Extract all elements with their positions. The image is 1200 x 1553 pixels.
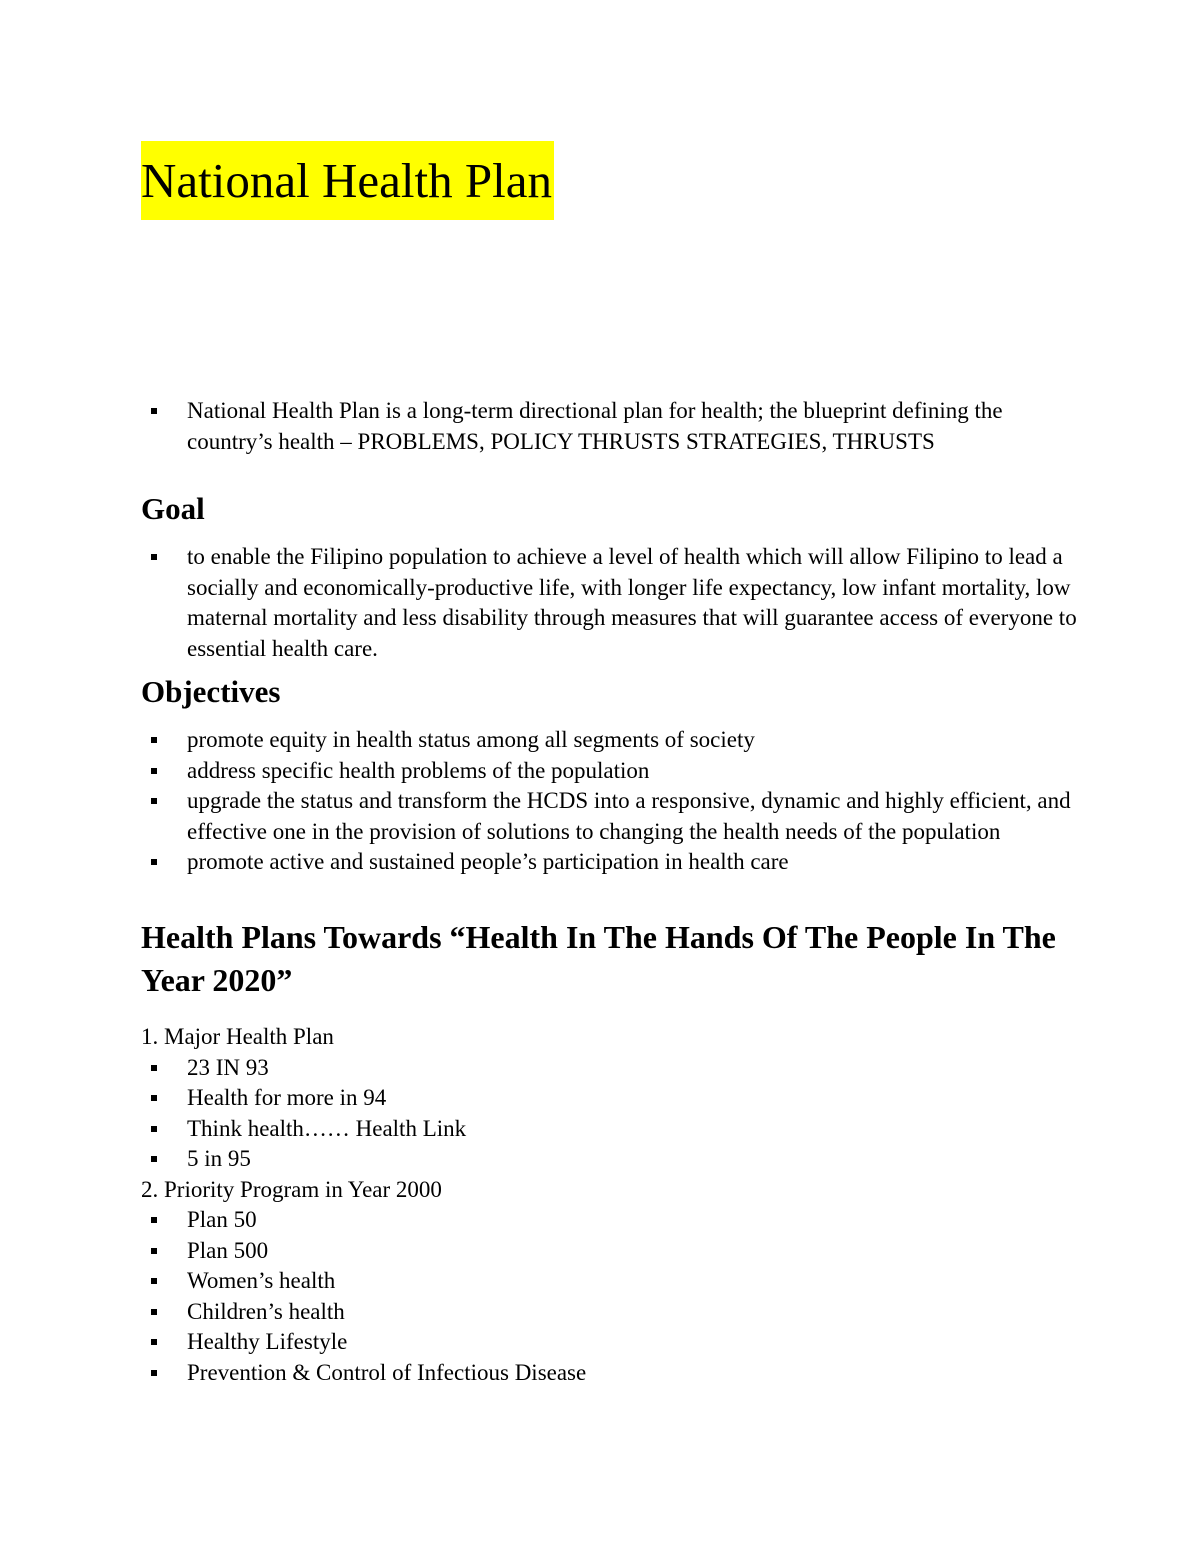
- list-item: [141, 1236, 1081, 1267]
- goal-list: [141, 542, 1081, 664]
- bullet-icon: [151, 1248, 157, 1254]
- list-item-text: National Health Plan is a long-term directional plan for health; the blueprint defining the country’s health – PROBLEMS, POLICY THRUSTS STRATEGIES, THRUSTS: [187, 398, 1003, 454]
- major-health-plan-list: [141, 1053, 1081, 1175]
- intro-section: [141, 396, 1081, 457]
- list-item: [141, 756, 1081, 787]
- list-item-text: Prevention & Control of Infectious Disease: [187, 1359, 587, 1385]
- bullet-icon: [151, 1095, 157, 1101]
- objectives-list: [141, 725, 1081, 878]
- health-plans-heading: Health Plans Towards “Health In The Hands Of The People In The Year 2020”: [141, 919, 1056, 998]
- bullet-icon: [151, 859, 157, 865]
- objectives-heading: Objectives: [141, 674, 281, 709]
- bullet-icon: [151, 1156, 157, 1162]
- list-item-text: 23 IN 93: [187, 1054, 269, 1080]
- list-item-text: Plan 50: [187, 1207, 257, 1232]
- bullet-icon: [151, 1217, 157, 1223]
- list-item: [141, 542, 1081, 664]
- bullet-icon: [151, 737, 157, 743]
- list-item: [141, 847, 1081, 878]
- bullet-icon: [151, 768, 157, 774]
- list-item-text: Women’s health: [187, 1268, 336, 1293]
- list-item-text: 5 in 95: [187, 1146, 251, 1171]
- list-item: [141, 1297, 1081, 1328]
- list-item-text: promote equity in health status among all segments of society: [187, 727, 755, 752]
- list-item-text: Plan 500: [187, 1237, 269, 1263]
- list-item-text: promote active and sustained people’s participation in health care: [187, 849, 789, 874]
- list-item-text: Think health…… Health Link: [187, 1115, 467, 1141]
- list-item-text: to enable the Filipino population to achieve a level of health which will allow Filipino to lead a socially and economically-productive life, with longer life expectancy, low infant mortality, low maternal mortality and less disability through measures that will guarantee access of everyone to essential health care.: [187, 544, 1077, 661]
- list-item: [141, 1053, 1081, 1084]
- bullet-icon: [151, 798, 157, 804]
- list-item: [141, 1083, 1081, 1114]
- list-item: [141, 1266, 1081, 1297]
- goal-heading: Goal: [141, 491, 205, 526]
- list-item-text: Children’s health: [187, 1298, 345, 1324]
- bullet-icon: [151, 1278, 157, 1284]
- objectives-section: [141, 674, 1081, 878]
- intro-list: [141, 396, 1081, 457]
- bullet-icon: [151, 1065, 157, 1071]
- document-title: National Health Plan: [141, 141, 554, 220]
- list-item-text: address specific health problems of the population: [187, 757, 650, 783]
- health-plans-section: [141, 916, 1081, 1388]
- list-item: [141, 1358, 1081, 1389]
- goal-section: [141, 491, 1081, 664]
- bullet-icon: [151, 1339, 157, 1345]
- list-item: [141, 725, 1081, 756]
- priority-program-list: [141, 1205, 1081, 1388]
- bullet-icon: [151, 1309, 157, 1315]
- bullet-icon: [151, 1370, 157, 1376]
- numbered-heading-priority-program: 2. Priority Program in Year 2000: [141, 1176, 442, 1202]
- bullet-icon: [151, 408, 157, 414]
- list-item: [141, 396, 1081, 457]
- list-item: [141, 1144, 1081, 1175]
- list-item: [141, 1114, 1081, 1145]
- list-item-text: upgrade the status and transform the HCDS into a responsive, dynamic and highly efficient, and effective one in the provision of solutions to changing the health needs of the population: [187, 788, 1071, 844]
- list-item: [141, 786, 1081, 847]
- list-item: [141, 1327, 1081, 1358]
- list-item-text: Health for more in 94: [187, 1085, 387, 1110]
- bullet-icon: [151, 1126, 157, 1132]
- numbered-heading-major-health-plan: 1. Major Health Plan: [141, 1024, 334, 1049]
- bullet-icon: [151, 554, 157, 560]
- list-item: [141, 1205, 1081, 1236]
- list-item-text: Healthy Lifestyle: [187, 1329, 348, 1354]
